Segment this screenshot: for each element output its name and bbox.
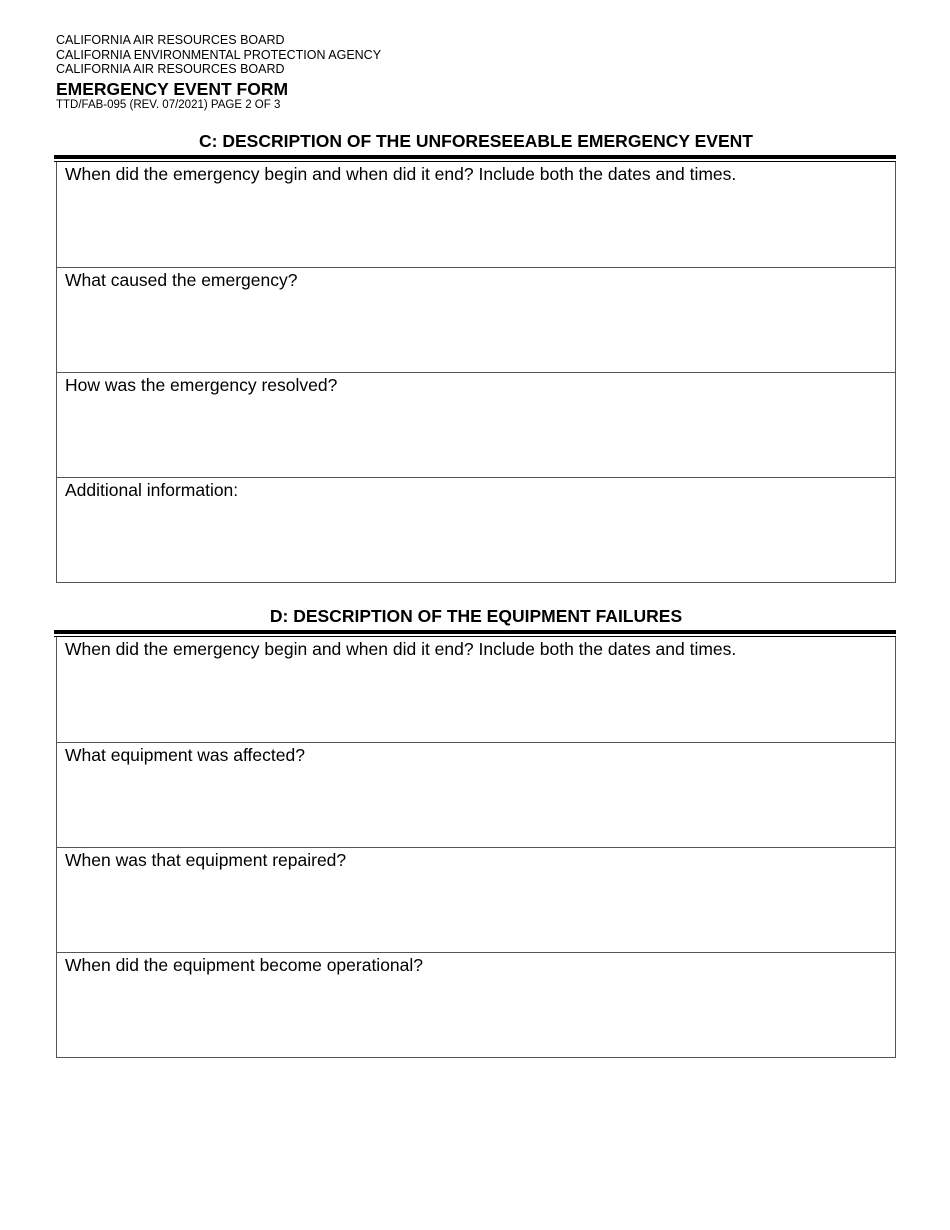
answer-area[interactable]	[65, 766, 887, 844]
field-label: How was the emergency resolved?	[65, 375, 338, 395]
section-d-fields	[56, 637, 896, 1058]
answer-area[interactable]	[65, 291, 887, 369]
field-label: What equipment was affected?	[65, 745, 305, 765]
answer-area[interactable]	[65, 501, 887, 579]
field-equipment-repaired[interactable]	[57, 847, 895, 952]
field-label: What caused the emergency?	[65, 270, 298, 290]
answer-area[interactable]	[65, 871, 887, 949]
field-emergency-cause[interactable]	[57, 267, 895, 372]
form-id: TTD/FAB-095 (REV. 07/2021) PAGE 2 OF 3	[56, 98, 281, 111]
answer-area[interactable]	[65, 660, 887, 738]
form-header	[56, 33, 381, 112]
field-label: When did the emergency begin and when did it end? Include both the dates and times.	[65, 164, 737, 184]
section-c	[54, 131, 896, 583]
answer-area[interactable]	[65, 976, 887, 1054]
field-equipment-affected[interactable]	[57, 742, 895, 847]
form-title: EMERGENCY EVENT FORM	[56, 78, 289, 99]
section-d-title: D: DESCRIPTION OF THE EQUIPMENT FAILURES	[269, 606, 683, 626]
answer-area[interactable]	[65, 185, 887, 263]
agency-line: CALIFORNIA AIR RESOURCES BOARD	[56, 62, 285, 76]
section-c-fields	[56, 162, 896, 583]
agency-line: CALIFORNIA AIR RESOURCES BOARD	[56, 33, 285, 47]
field-emergency-resolution[interactable]	[57, 372, 895, 477]
field-equipment-operational[interactable]	[57, 952, 895, 1057]
answer-area[interactable]	[65, 396, 887, 474]
field-label: When did the emergency begin and when did it end? Include both the dates and times.	[65, 639, 737, 659]
field-label: Additional information:	[65, 480, 239, 500]
section-c-title: C: DESCRIPTION OF THE UNFORESEEABLE EMERGENCY EVENT	[199, 131, 753, 151]
field-emergency-dates[interactable]	[57, 162, 895, 267]
field-additional-information[interactable]	[57, 477, 895, 582]
section-d	[54, 606, 896, 1058]
field-label: When did the equipment become operational?	[65, 955, 424, 975]
field-failure-dates[interactable]	[57, 637, 895, 742]
field-label: When was that equipment repaired?	[65, 850, 347, 870]
agency-line: CALIFORNIA ENVIRONMENTAL PROTECTION AGENCY	[56, 47, 382, 62]
